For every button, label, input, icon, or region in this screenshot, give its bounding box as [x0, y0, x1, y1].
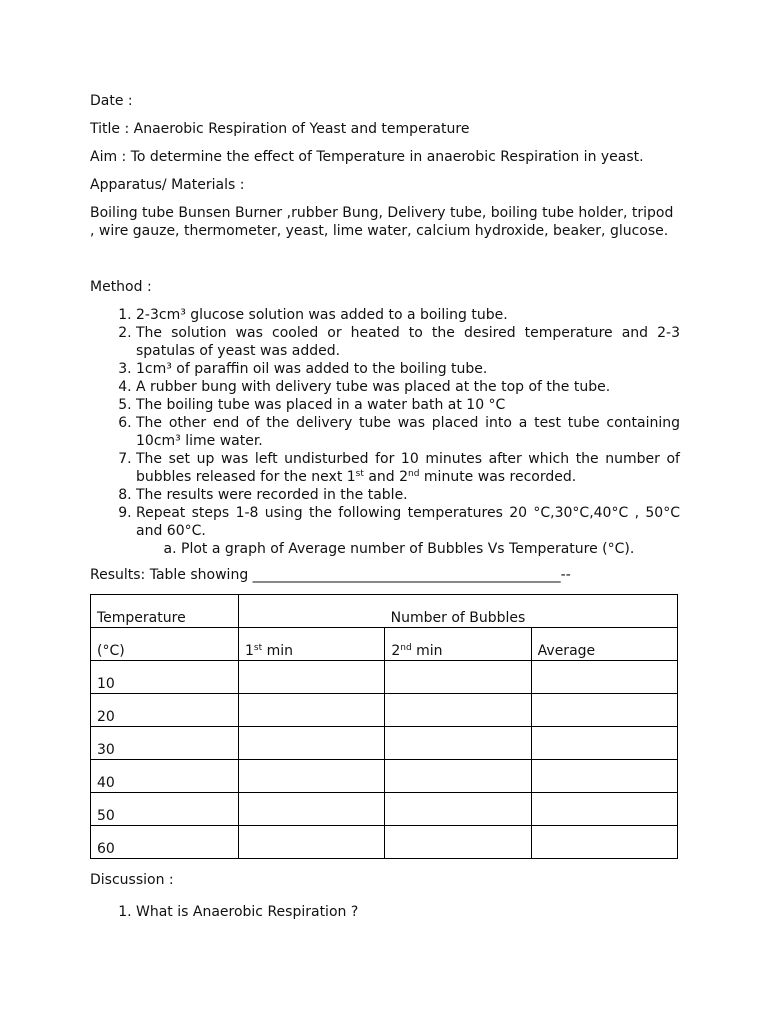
aim-line: Aim : To determine the effect of Temperature in anaerobic Respiration in yeast.: [90, 149, 644, 165]
empty-cell: [239, 760, 385, 793]
method-step: 5. The boiling tube was placed in a water bath at 10 °C: [136, 396, 680, 414]
results-table: [90, 594, 678, 859]
worksheet: [90, 92, 680, 921]
table-row: [91, 826, 678, 859]
method-substeps: [136, 540, 680, 558]
empty-cell: [385, 760, 531, 793]
table-header-first-min: 1st min: [239, 628, 385, 661]
empty-cell: [239, 793, 385, 826]
empty-cell: [531, 661, 677, 694]
temperature-cell: 40: [91, 760, 239, 793]
empty-cell: [531, 760, 677, 793]
table-header-average: Average: [531, 628, 677, 661]
empty-cell: [531, 826, 677, 859]
step-text: Repeat steps 1-8 using the following temperatures 20 °C,30°C,40°C , 50°C and 60°C.: [136, 505, 680, 539]
table-row: [91, 793, 678, 826]
method-step: 6. The other end of the delivery tube was placed into a test tube containing 10cm³ lime water.: [136, 414, 680, 450]
results-line: Results: Table showing ____________________________________________--: [90, 567, 571, 583]
temperature-cell: 60: [91, 826, 239, 859]
discussion-question: 1. What is Anaerobic Respiration ?: [136, 903, 680, 921]
table-row: [91, 661, 678, 694]
empty-cell: [531, 793, 677, 826]
method-step: 1. 2-3cm³ glucose solution was added to a boiling tube.: [136, 306, 680, 324]
empty-cell: [239, 661, 385, 694]
method-step: [136, 504, 680, 558]
discussion-list: [90, 903, 680, 921]
table-row: [91, 727, 678, 760]
table-header-bubbles: Number of Bubbles: [239, 595, 678, 628]
method-step: 3. 1cm³ of paraffin oil was added to the boiling tube.: [136, 360, 680, 378]
table-header-unit: (°C): [91, 628, 239, 661]
apparatus-text: Boiling tube Bunsen Burner ,rubber Bung, Delivery tube, boiling tube holder, tripod , wire gauze, thermometer, yeast, lime water, calcium hydroxide, beaker, glucose.: [90, 205, 674, 239]
method-step: 2. The solution was cooled or heated to the desired temperature and 2-3 spatulas of yeast was added.: [136, 324, 680, 360]
method-list: [90, 306, 680, 558]
method-heading: Method :: [90, 279, 152, 295]
empty-cell: [385, 694, 531, 727]
empty-cell: [385, 793, 531, 826]
temperature-cell: 20: [91, 694, 239, 727]
table-row: [91, 694, 678, 727]
step-text: The set up was left undisturbed for 10 minutes after which the number of bubbles released for the next 1: [136, 451, 680, 485]
empty-cell: [531, 727, 677, 760]
temperature-cell: 50: [91, 793, 239, 826]
empty-cell: [385, 727, 531, 760]
title-line: Title : Anaerobic Respiration of Yeast and temperature: [90, 121, 470, 137]
step-text: minute was recorded.: [419, 469, 577, 485]
ordinal-suffix: nd: [408, 469, 420, 479]
method-step: 8. The results were recorded in the table.: [136, 486, 680, 504]
temperature-cell: 10: [91, 661, 239, 694]
empty-cell: [239, 727, 385, 760]
table-header-second-min: 2nd min: [385, 628, 531, 661]
empty-cell: [385, 661, 531, 694]
ordinal-suffix: st: [355, 469, 364, 479]
step-text: and 2: [363, 469, 409, 485]
empty-cell: [385, 826, 531, 859]
method-step: 4. A rubber bung with delivery tube was placed at the top of the tube.: [136, 378, 680, 396]
discussion-heading: Discussion :: [90, 872, 174, 888]
method-step: [136, 450, 680, 486]
temperature-cell: 30: [91, 727, 239, 760]
method-substep: a. Plot a graph of Average number of Bubbles Vs Temperature (°C).: [181, 540, 680, 558]
empty-cell: [239, 826, 385, 859]
date-label: Date :: [90, 93, 133, 109]
table-row: [91, 760, 678, 793]
empty-cell: [531, 694, 677, 727]
table-header-temperature: Temperature: [91, 595, 239, 628]
empty-cell: [239, 694, 385, 727]
apparatus-heading: Apparatus/ Materials :: [90, 177, 245, 193]
